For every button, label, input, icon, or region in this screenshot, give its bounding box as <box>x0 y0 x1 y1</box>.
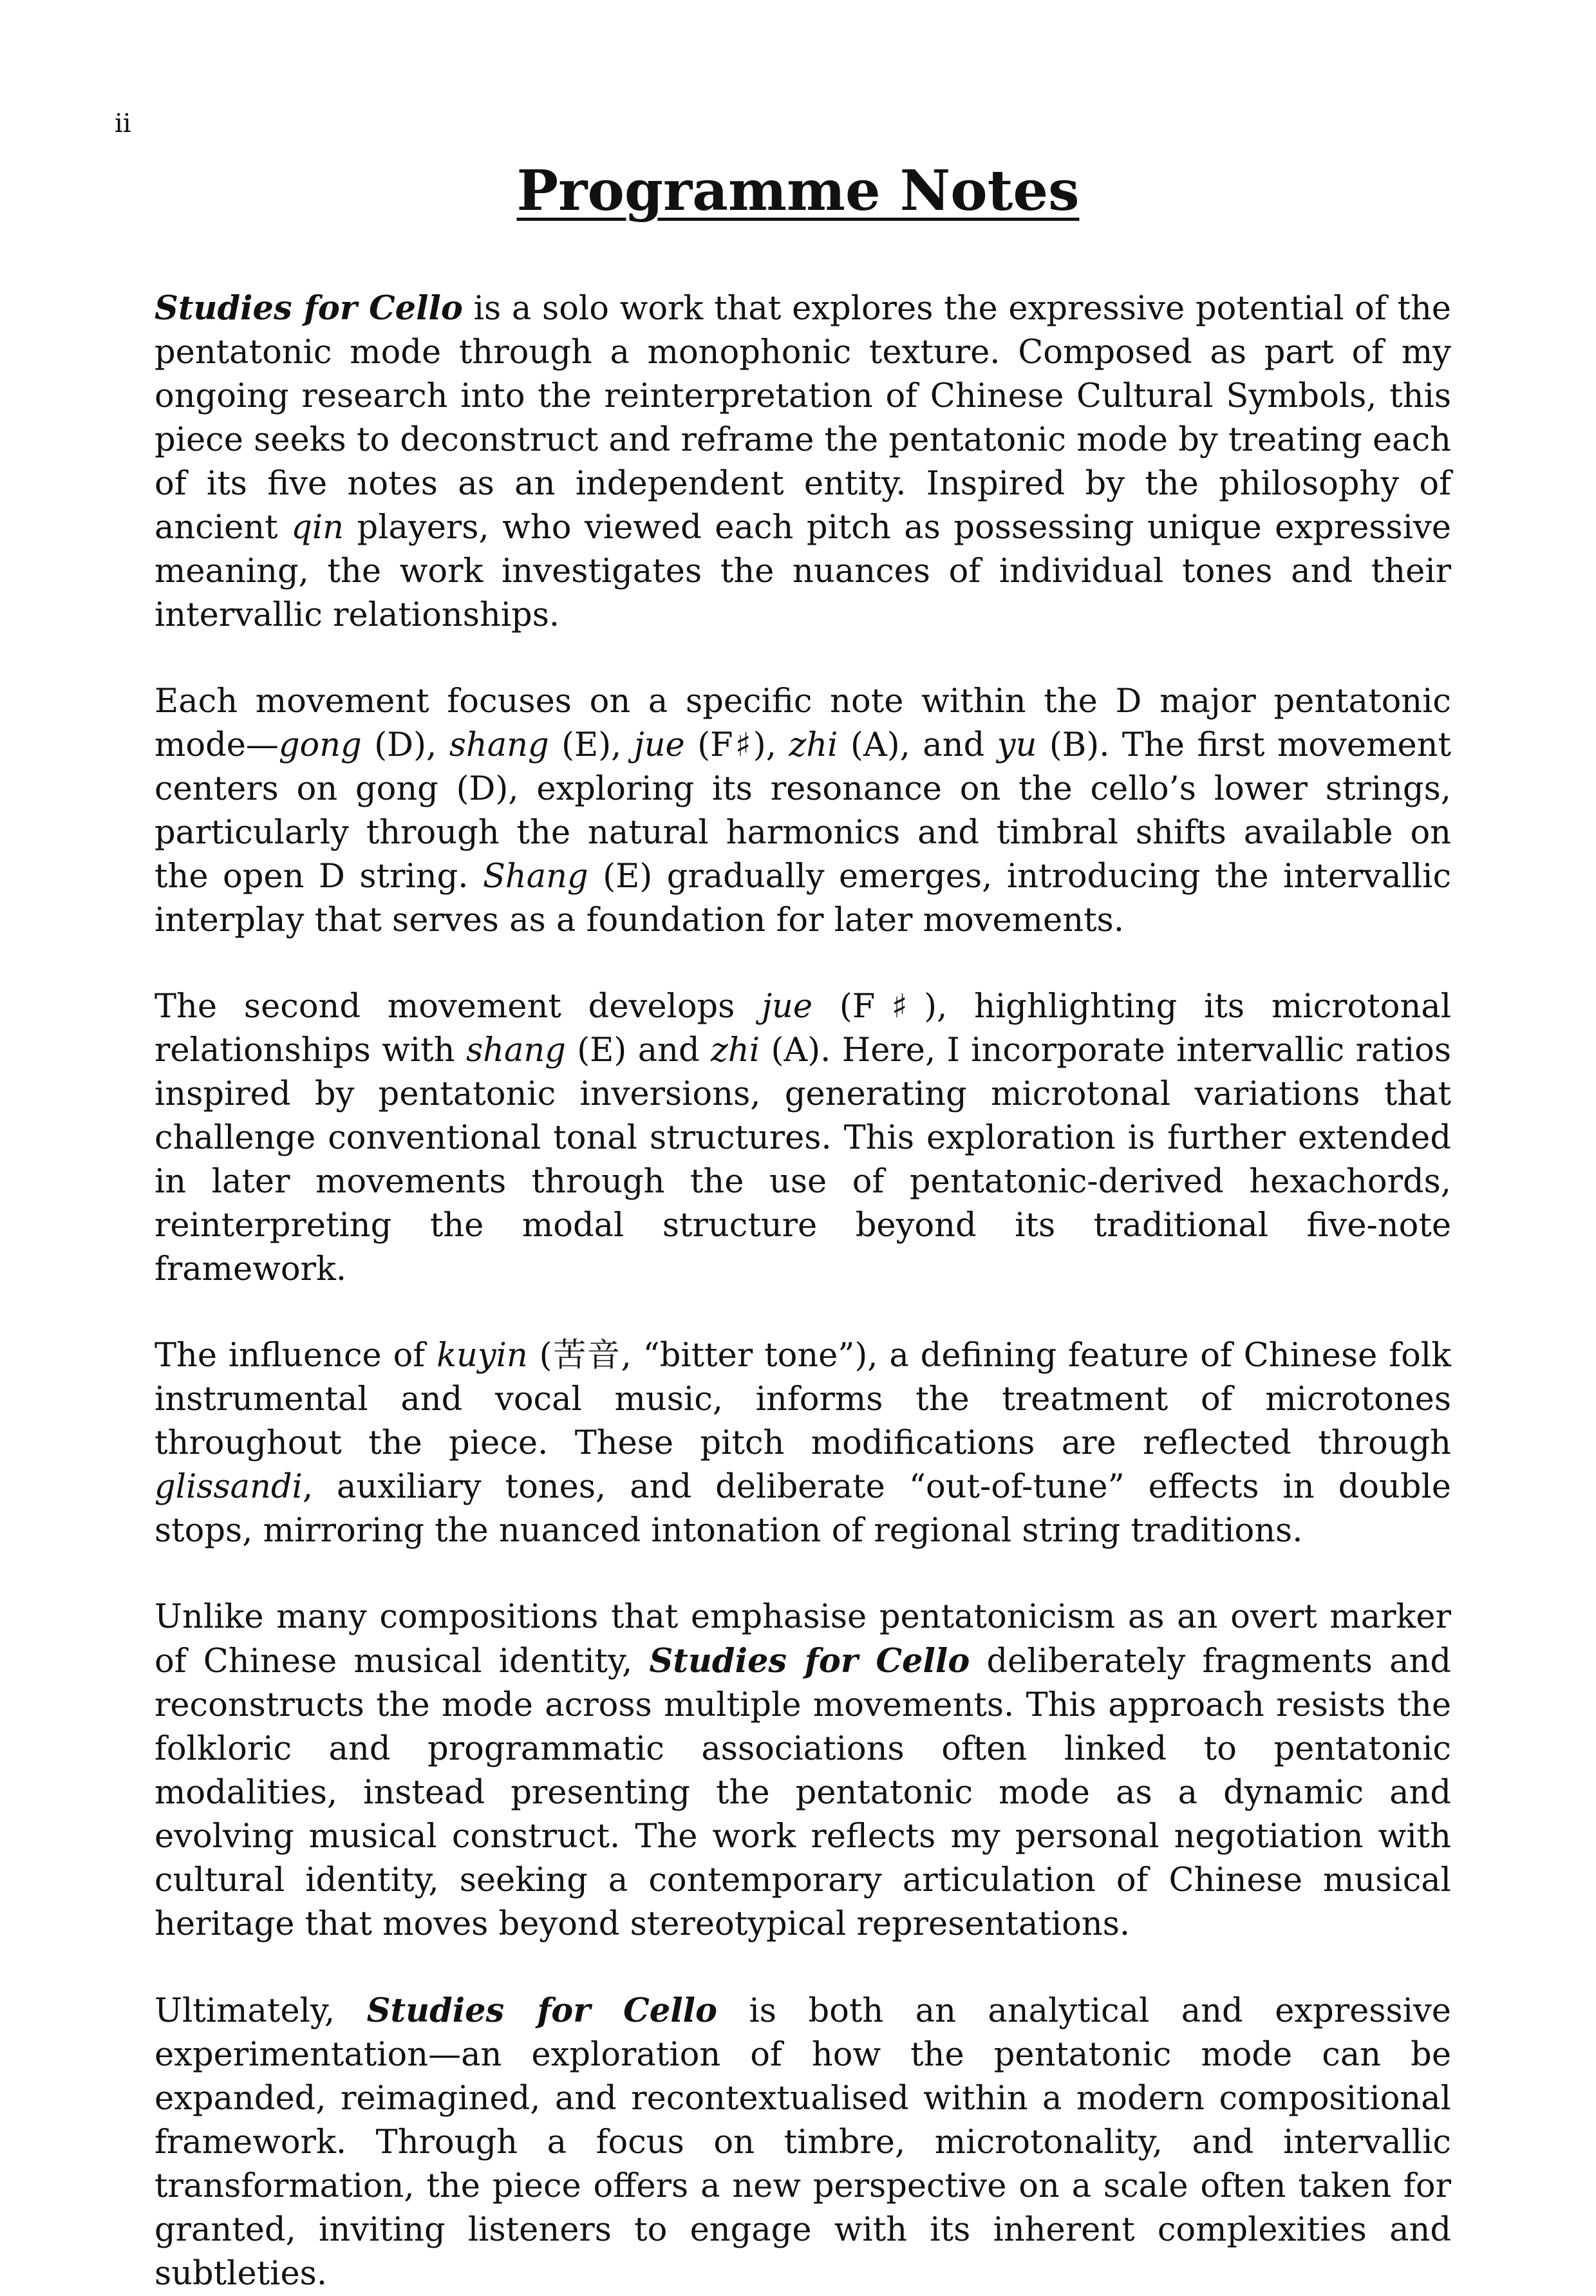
programme-notes-body <box>155 287 1451 2296</box>
paragraph-3 <box>155 985 1451 1292</box>
emphasis-text: qin <box>291 509 344 547</box>
paragraph-text: (F♯), <box>684 726 789 764</box>
paragraph-text: players, who viewed each pitch as possessing unique expressive meaning, the work investigates the nuances of individual tones and their intervallic relationships. <box>155 509 1451 634</box>
emphasis-text: gong <box>278 726 362 764</box>
work-title-text: Studies for Cello <box>366 1991 717 2030</box>
paragraph-text: (A), and <box>838 726 997 764</box>
paragraph-text: , auxiliary tones, and deliberate “out-of-tune” effects in double stops, mirroring the nuanced intonation of regional string traditions. <box>155 1468 1451 1550</box>
emphasis-text: kuyin <box>437 1337 528 1375</box>
emphasis-text: shang <box>449 726 549 764</box>
paragraph-text: The second movement develops <box>155 988 762 1026</box>
page-number: ii <box>115 109 131 138</box>
emphasis-text: Shang <box>482 858 588 896</box>
paragraph-text: (E) gradually emerges, introducing the intervallic interplay that serves as a foundation for later movements. <box>155 858 1452 939</box>
work-title-text: Studies for Cello <box>649 1642 970 1680</box>
paragraph-text: is both an analytical and expressive experimentation—an exploration of how the pentatonic mode can be expanded, reimagined, and recontextualised within a modern compositional framework. Through a focus on timbre, microtonality, and intervallic transformation, the piece offers a new perspective on a scale often taken for granted, inviting listeners to engage with its inherent complexities and subtleties. <box>155 1992 1451 2293</box>
paragraph-text: Ultimately, <box>155 1992 367 2030</box>
emphasis-text: jue <box>762 988 813 1026</box>
page-title: Programme Notes <box>516 158 1080 223</box>
paragraph-2 <box>155 680 1451 943</box>
paragraph-text: is a solo work that explores the expressive potential of the pentatonic mode through a monophonic texture. Composed as part of my ongoing research into the reinterpretation of Chinese Cultural Symbols, this piece seeks to deconstruct and reframe the pentatonic mode by treating each of its five notes as an independent entity. Inspired by the philosophy of ancient <box>155 290 1451 547</box>
emphasis-text: jue <box>634 726 685 764</box>
paragraph-text: Each movement focuses on a specific note within the D major pentatonic mode— <box>155 682 1451 764</box>
paragraph-5 <box>155 1595 1451 1946</box>
paragraph-text: (A). Here, I incorporate intervallic ratios inspired by pentatonic inversions, generating microtonal variations that challenge conventional tonal structures. This exploration is further extended in later movements through the use of pentatonic-derived hexachords, reinterpreting the modal structure beyond its traditional five-note framework. <box>155 1031 1452 1288</box>
paragraph-text: (B). The first movement centers on gong (D), exploring its resonance on the cello’s lower strings, particularly through the natural harmonics and timbral shifts available on the open D string. <box>155 726 1451 896</box>
paragraph-text: (E), <box>549 726 634 764</box>
paragraph-1 <box>155 287 1451 637</box>
paragraph-4 <box>155 1334 1451 1553</box>
paragraph-text: The influence of <box>155 1337 437 1375</box>
paragraph-text: deliberately fragments and reconstructs the mode across multiple movements. This approach resists the folkloric and programmatic associations often linked to pentatonic modalities, instead presenting the pentatonic mode as a dynamic and evolving musical construct. The work reflects my personal negotiation with cultural identity, seeking a contemporary articulation of Chinese musical heritage that moves beyond stereotypical representations. <box>155 1642 1451 1943</box>
paragraph-text: (苦音, “bitter tone”), a defining feature of Chinese folk instrumental and vocal music, informs the treatment of microtones throughout the piece. These pitch modifications are reflected through <box>155 1337 1451 1462</box>
emphasis-text: zhi <box>711 1031 760 1069</box>
emphasis-text: yu <box>997 726 1037 764</box>
paragraph-6 <box>155 1989 1451 2296</box>
emphasis-text: glissandi <box>155 1468 303 1506</box>
work-title-text: Studies for Cello <box>155 289 463 328</box>
paragraph-text: (D), <box>361 726 449 764</box>
paragraph-text: Unlike many compositions that emphasise pentatonicism as an overt marker of Chinese musical identity, <box>155 1598 1451 1680</box>
emphasis-text: shang <box>465 1031 566 1069</box>
paragraph-text: (F♯), highlighting its microtonal relationships with <box>155 988 1452 1069</box>
emphasis-text: zhi <box>789 726 838 764</box>
paragraph-text: (E) and <box>565 1031 711 1069</box>
